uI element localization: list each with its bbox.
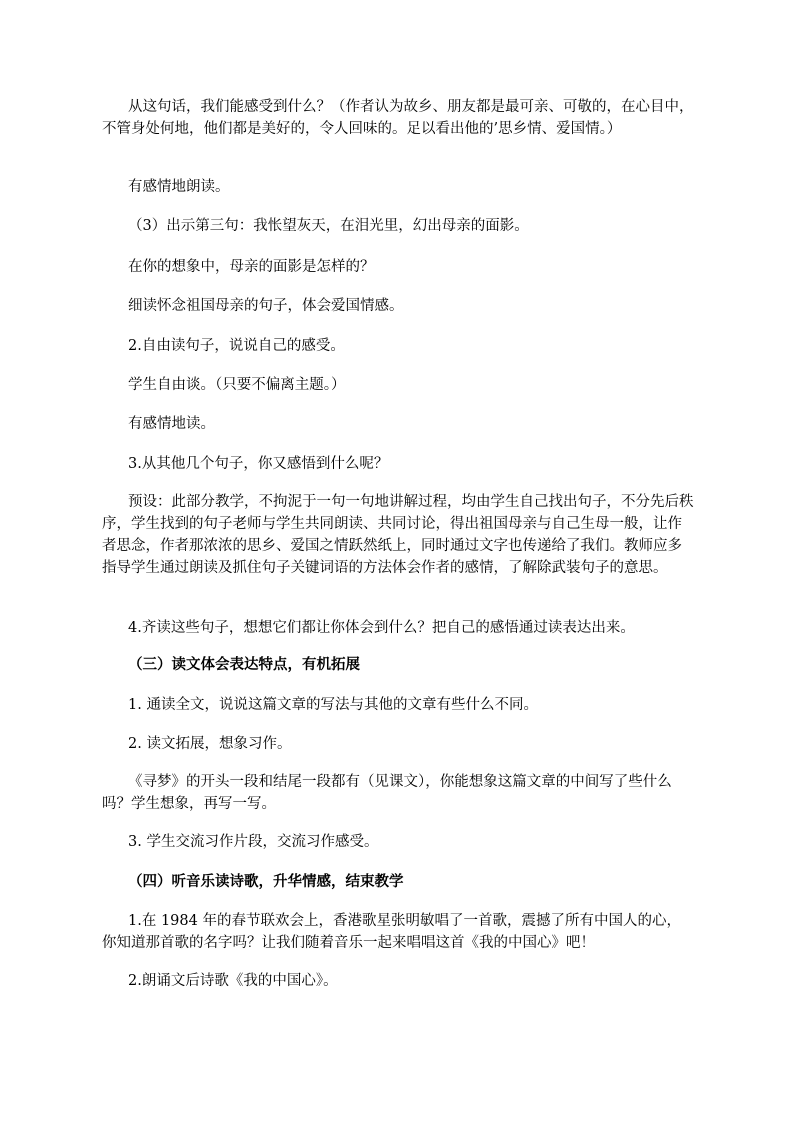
paragraph: 从这句话，我们能感受到什么？（作者认为故乡、朋友都是最可亲、可敬的，在心目中，不管身处何地，他们都是美好的，令人回味的。足以看出他的’思乡情、爱国情。） (102, 99, 694, 137)
paragraph: 有感情地朗读。 (128, 179, 230, 195)
paragraph: 学生自由谈。（只要不偏离主题。） (128, 377, 346, 393)
paragraph: 1.在 1984 年的春节联欢会上，香港歌星张明敏唱了一首歌，震撼了所有中国人的心，你知道那首歌的名字吗？让我们随着音乐一起来唱唱这首《我的中国心》吧！ (102, 913, 681, 951)
paragraph: 细读怀念祖国母亲的句子，体会爱国情感。 (128, 298, 404, 314)
paragraph: 1. 通读全文，说说这篇文章的写法与其他的文章有些什么不同。 (128, 697, 538, 713)
paragraph: 3. 学生交流习作片段，交流习作感受。 (128, 834, 379, 850)
paragraph: 《寻梦》的开头一段和结尾一段都有（见课文），你能想象这篇文章的中间写了些什么吗？学生想象，再写一写。 (102, 774, 672, 812)
paragraph: 在你的想象中，母亲的面影是怎样的？ (128, 259, 375, 275)
paragraph: 有感情地读。 (128, 416, 215, 432)
paragraph: 2. 读文拓展，想象习作。 (128, 736, 292, 752)
paragraph: 2.自由读句子，说说自己的感受。 (128, 338, 345, 354)
paragraph: 2.朗诵文后诗歌《我的中国心》。 (128, 973, 338, 989)
section-heading: （三）读文体会表达特点，有机拓展 (128, 656, 360, 673)
paragraph: 4.齐读这些句子，想想它们都让你体会到什么？把自己的感悟通过读表达出来。 (128, 620, 635, 636)
paragraph: 预设：此部分教学，不拘泥于一句一句地讲解过程，均由学生自己找出句子，不分先后秩序，学生找到的句子老师与学生共同朗读、共同讨论，得出祖国母亲与自己生母一般，让作者思念，作者那浓浓的思乡、爱国之情跃然纸上，同时通过文字也传递给了我们。教师应多指导学生通过朗读及抓住句子关键词语的方法体会作者的感情，了解除武装句子的意思。 (102, 494, 694, 576)
paragraph: （3）出示第三句：我怅望灰天，在泪光里，幻出母亲的面影。 (128, 218, 529, 234)
section-heading: （四）听音乐读诗歌，升华情感，结束教学 (128, 873, 404, 890)
paragraph: 3.从其他几个句子，你又感悟到什么呢？ (128, 456, 389, 472)
